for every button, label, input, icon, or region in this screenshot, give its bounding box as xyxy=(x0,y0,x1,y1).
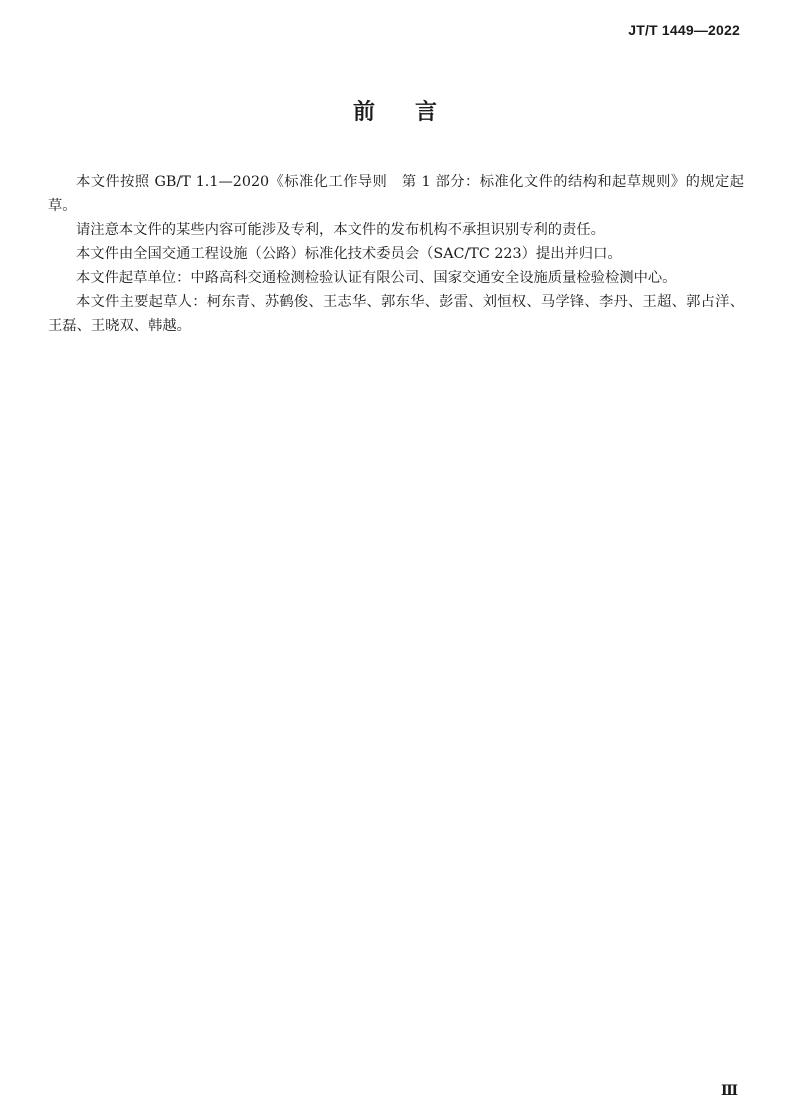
page-title: 前言 xyxy=(352,100,477,125)
paragraph-drafting-units: 本文件起草单位：中路高科交通检测检验认证有限公司、国家交通安全设施质量检验检测中心。 xyxy=(76,270,677,286)
paragraph-drafting-rules: 本文件按照 GB/T 1.1—2020《标准化工作导则 第 1 部分：标准化文件的结构和起草规则》的规定起草。 xyxy=(48,174,744,214)
standard-code: JT/T 1449—2022 xyxy=(628,22,740,38)
paragraph-proposer: 本文件由全国交通工程设施（公路）标准化技术委员会（SAC/TC 223）提出并归口。 xyxy=(76,246,622,262)
paragraph-patent-notice: 请注意本文件的某些内容可能涉及专利，本文件的发布机构不承担识别专利的责任。 xyxy=(76,222,605,238)
body-text xyxy=(48,170,744,338)
paragraph-drafters: 本文件主要起草人：柯东青、苏鹤俊、王志华、郭东华、彭雷、刘恒权、马学锋、李丹、王超、郭占洋、王磊、王晓双、韩越。 xyxy=(48,294,744,334)
page-number: Ⅲ xyxy=(720,1083,738,1099)
